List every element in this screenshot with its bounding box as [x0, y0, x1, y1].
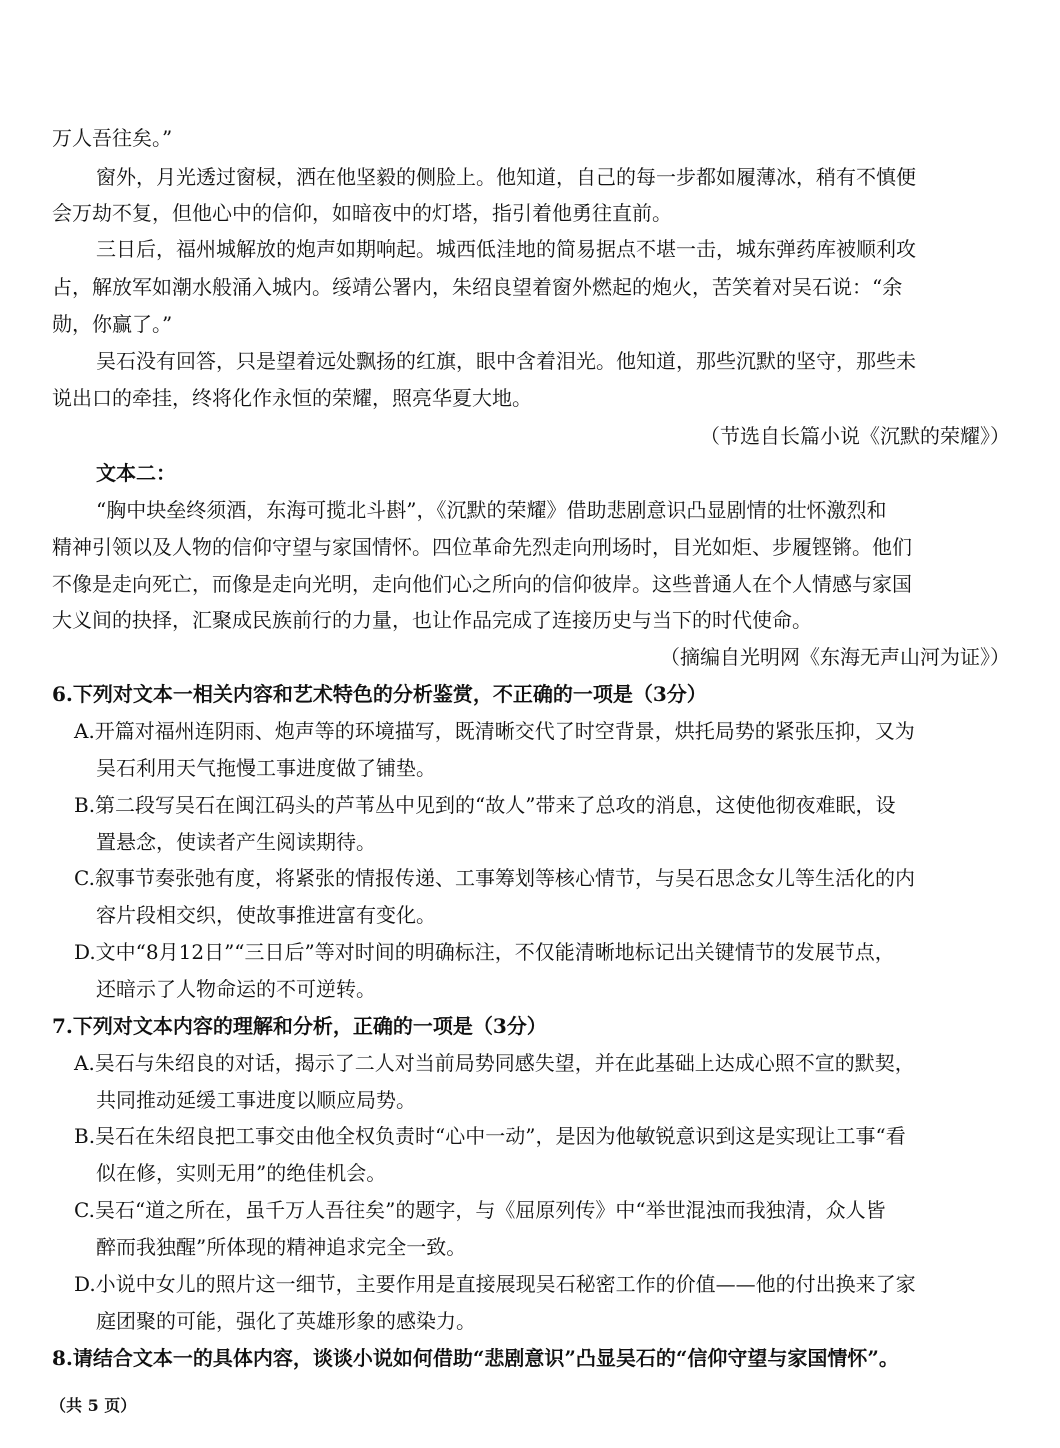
answer-option-cont: 似在修，实则无用”的绝佳机会。 — [96, 1161, 387, 1185]
paragraph-line: 不像是走向死亡，而像是走向光明，走向他们心之所向的信仰彼岸。这些普通人在个人情感与家国 — [52, 572, 912, 596]
paragraph-line: 三日后，福州城解放的炮声如期响起。城西低洼地的简易据点不堪一击，城东弹药库被顺利攻 — [96, 237, 916, 261]
paragraph-line: 会万劫不复，但他心中的信仰，如暗夜中的灯塔，指引着他勇往直前。 — [52, 201, 672, 225]
paragraph-line: 占，解放军如潮水般涌入城内。绥靖公署内，朱绍良望着窗外燃起的炮火，苦笑着对吴石说：“余 — [52, 275, 903, 299]
answer-option: D.文中“8月12日”“三日后”等对时间的明确标注，不仅能清晰地标记出关键情节的发展节点， — [74, 940, 895, 964]
question-stem: 6.下列对文本一相关内容和艺术特色的分析鉴赏，不正确的一项是（3分） — [52, 682, 707, 706]
answer-option-cont: 共同推动延缓工事进度以顺应局势。 — [96, 1088, 416, 1112]
paragraph-line: 窗外，月光透过窗棂，洒在他坚毅的侧脸上。他知道，自己的每一步都如履薄冰，稍有不慎便 — [96, 165, 916, 189]
section-heading: 文本二： — [96, 461, 176, 485]
answer-option: B.第二段写吴石在闽江码头的芦苇丛中见到的“故人”带来了总攻的消息，这使他彻夜难眠，设 — [74, 793, 896, 817]
paragraph-line: 说出口的牵挂，终将化作永恒的荣耀，照亮华夏大地。 — [52, 386, 532, 410]
source-citation: （摘编自光明网《东海无声山河为证》） — [660, 645, 1010, 669]
paragraph-line: 精神引领以及人物的信仰守望与家国情怀。四位革命先烈走向刑场时，目光如炬、步履铿锵。他们 — [52, 535, 912, 559]
answer-option: C.吴石“道之所在，虽千万人吾往矣”的题字，与《屈原列传》中“举世混浊而我独清，众人皆 — [74, 1198, 886, 1222]
question-stem: 8.请结合文本一的具体内容，谈谈小说如何借助“悲剧意识”凸显吴石的“信仰守望与家国情怀”。 — [52, 1346, 899, 1370]
answer-option: A.吴石与朱绍良的对话，揭示了二人对当前局势同感失望，并在此基础上达成心照不宣的默契， — [74, 1051, 915, 1075]
paragraph-line: 万人吾往矣。” — [52, 126, 173, 150]
answer-option-cont: 吴石利用天气拖慢工事进度做了铺垫。 — [96, 756, 436, 780]
answer-option-cont: 置悬念，使读者产生阅读期待。 — [96, 830, 376, 854]
answer-option: A.开篇对福州连阴雨、炮声等的环境描写，既清晰交代了时空背景，烘托局势的紧张压抑，又为 — [74, 719, 915, 743]
paragraph-line: “胸中块垒终须酒，东海可揽北斗斟”，《沉默的荣耀》借助悲剧意识凸显剧情的壮怀激烈和 — [96, 498, 887, 522]
answer-option-cont: 还暗示了人物命运的不可逆转。 — [96, 977, 376, 1001]
paragraph-line: 吴石没有回答，只是望着远处飘扬的红旗，眼中含着泪光。他知道，那些沉默的坚守，那些未 — [96, 349, 916, 373]
answer-option: D.小说中女儿的照片这一细节，主要作用是直接展现吴石秘密工作的价值——他的付出换来了家 — [74, 1272, 916, 1296]
answer-option-cont: 醉而我独醒”所体现的精神追求完全一致。 — [96, 1235, 467, 1259]
paragraph-line: 大义间的抉择，汇聚成民族前行的力量，也让作品完成了连接历史与当下的时代使命。 — [52, 608, 812, 632]
page-footer: （共 5 页） — [50, 1396, 137, 1415]
answer-option-cont: 庭团聚的可能，强化了英雄形象的感染力。 — [96, 1309, 476, 1333]
answer-option: C.叙事节奏张弛有度，将紧张的情报传递、工事筹划等核心情节，与吴石思念女儿等生活化的内 — [74, 866, 915, 890]
question-stem: 7.下列对文本内容的理解和分析，正确的一项是（3分） — [52, 1014, 547, 1038]
answer-option-cont: 容片段相交织，使故事推进富有变化。 — [96, 903, 436, 927]
source-citation: （节选自长篇小说《沉默的荣耀》） — [700, 424, 1010, 448]
paragraph-line: 勋，你赢了。” — [52, 312, 173, 336]
answer-option: B.吴石在朱绍良把工事交由他全权负责时“心中一动”，是因为他敏锐意识到这是实现让工事“看 — [74, 1124, 906, 1148]
